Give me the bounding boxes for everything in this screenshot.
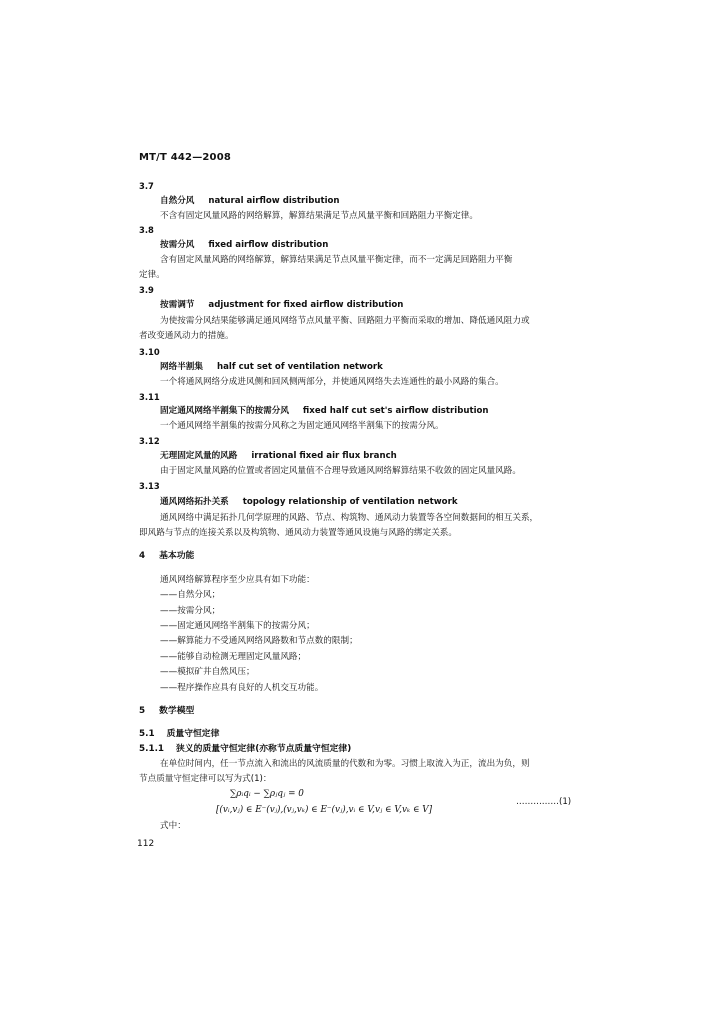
subsection-title: 质量守恒定律: [166, 729, 220, 739]
term-zh: 无理固定风量的风路: [160, 451, 238, 461]
subsection-number: 5.1: [139, 729, 155, 739]
term-heading: [160, 497, 458, 508]
section-intro: 通风网络解算程序至少应具有如下功能：: [160, 575, 315, 585]
term-number: 3.12: [139, 436, 160, 446]
term-zh: 自然分风: [160, 196, 195, 206]
where-label: 式中：: [160, 821, 186, 831]
standard-code-header: MT/T 442—2008: [139, 152, 232, 163]
term-number: 3.9: [139, 285, 154, 295]
term-number: 3.7: [139, 181, 154, 191]
section-heading: [139, 706, 194, 717]
list-item: ——模拟矿井自然风压；: [160, 667, 255, 677]
formula-line-2: [(vᵢ,vⱼ) ∈ E⁻(vⱼ),(vⱼ,vₖ) ∈ E⁻(vⱼ),vᵢ ∈ V,vⱼ ∈ V,vₖ ∈ V]: [216, 805, 433, 815]
formula-line-1: ∑ρᵢqᵢ − ∑ρⱼqⱼ = 0: [230, 789, 304, 799]
term-zh: 按需调节: [160, 300, 195, 310]
term-en: fixed airflow distribution: [208, 240, 329, 250]
section-title: 基本功能: [159, 551, 195, 561]
term-heading: [160, 362, 383, 373]
list-item: ——自然分风；: [160, 590, 221, 600]
term-en: adjustment for fixed airflow distribution: [208, 300, 404, 310]
term-number: 3.13: [139, 481, 160, 491]
body-paragraph-cont: 节点质量守恒定律可以写为式(1)：: [139, 774, 272, 784]
section-number: 5: [139, 706, 146, 716]
page-number: 112: [137, 839, 155, 849]
equation-number: ……………(1): [516, 797, 572, 807]
subsubsection-heading: [139, 744, 351, 755]
term-en: natural airflow distribution: [208, 196, 340, 206]
term-zh: 按需分风: [160, 240, 195, 250]
term-en: fixed half cut set's airflow distribution: [302, 406, 489, 416]
term-definition: 通风网络中满足拓扑几何学原理的风路、节点、构筑物、通风动力装置等各空间数据间的相互关系，: [160, 513, 539, 523]
term-definition-cont: 即风路与节点的连接关系以及构筑物、通风动力装置等通风设施与风路的绑定关系。: [139, 528, 457, 538]
term-definition: 为使按需分风结果能够满足通风网络节点风量平衡、回路阻力平衡而采取的增加、降低通风阻力或: [160, 316, 530, 326]
term-definition-cont: 者改变通风动力的措施。: [139, 331, 234, 341]
subsubsection-title: 狭义的质量守恒定律(亦称节点质量守恒定律): [176, 744, 352, 754]
term-definition: 一个通风网络半割集的按需分风称之为固定通风网络半割集下的按需分风。: [160, 421, 444, 431]
term-definition: 含有固定风量风路的网络解算，解算结果满足节点风量平衡定律，而不一定满足回路阻力平衡: [160, 255, 513, 265]
term-number: 3.11: [139, 392, 160, 402]
body-paragraph: 在单位时间内，任一节点流入和流出的风流质量的代数和为零。习惯上取流入为正，流出为负，则: [160, 759, 530, 769]
list-item: ——按需分风；: [160, 606, 221, 616]
term-heading: [160, 240, 328, 251]
term-definition: 一个将通风网络分成进风侧和回风侧两部分，并使通风网络失去连通性的最小风路的集合。: [160, 377, 504, 387]
term-zh: 网络半割集: [160, 362, 203, 372]
term-definition-cont: 定律。: [139, 270, 165, 280]
section-heading: [139, 551, 194, 562]
term-definition: 由于固定风量风路的位置或者固定风量值不合理导致通风网络解算结果不收敛的固定风量风路。: [160, 466, 521, 476]
term-en: half cut set of ventilation network: [216, 362, 383, 372]
term-heading: [160, 406, 489, 417]
subsubsection-number: 5.1.1: [139, 744, 165, 754]
list-item: ——能够自动检测无理固定风量风路；: [160, 652, 307, 662]
term-en: irrational fixed air flux branch: [251, 451, 397, 461]
term-number: 3.10: [139, 347, 160, 357]
list-item: ——程序操作应具有良好的人机交互功能。: [160, 683, 324, 693]
term-definition: 不含有固定风量风路的网络解算，解算结果满足节点风量平衡和回路阻力平衡定律。: [160, 211, 478, 221]
term-number: 3.8: [139, 225, 154, 235]
term-heading: [160, 300, 403, 311]
section-title: 数学模型: [159, 706, 195, 716]
list-item: ——解算能力不受通风网络风路数和节点数的限制；: [160, 636, 358, 646]
term-zh: 固定通风网络半割集下的按需分风: [160, 406, 289, 416]
term-heading: [160, 196, 340, 207]
term-en: topology relationship of ventilation network: [242, 497, 458, 507]
list-item: ——固定通风网络半割集下的按需分风；: [160, 621, 315, 631]
section-number: 4: [139, 551, 146, 561]
term-heading: [160, 451, 397, 462]
term-zh: 通风网络拓扑关系: [160, 497, 229, 507]
subsection-heading: [139, 729, 219, 740]
